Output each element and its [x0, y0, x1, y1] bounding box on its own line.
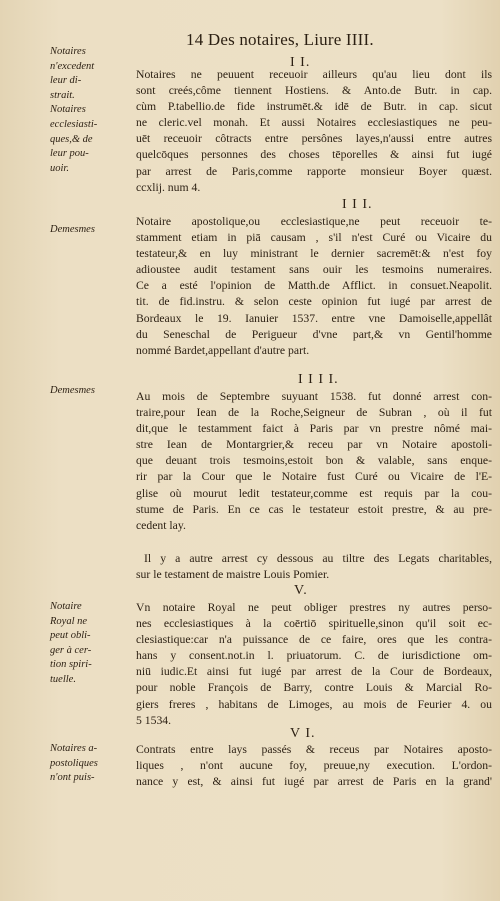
margin-note: Notaire Royal ne peut obli- ger à cer- tion spiri- tuelle.: [50, 601, 92, 685]
text-line: sur le testament de maistre Louis Pomier.: [136, 568, 330, 582]
section-number: V I.: [290, 726, 316, 741]
section-number: I I I I.: [298, 372, 339, 387]
text-line: par arrest de Paris,comme rapporte monsieur Boyer quæst.: [136, 164, 492, 178]
margin-note: Notaires n'excedent leur di- strait. Notaires ecclesiasti- ques,& de leur pou- uoir.: [50, 46, 98, 174]
section-number: I I I.: [342, 197, 373, 212]
text-line: cùm P.tabellio.de fide instrumēt.& idē de Butr. in cap. sicut: [136, 100, 492, 114]
text-line: tit. de fid.instru. & selon ceste opinion fut iugé par arrest de: [136, 295, 492, 309]
text-line: nance y est, & ainsi fut iugé par arrest de Paris en la grand': [136, 775, 492, 789]
text-line: dit,que le testamment faict à Paris par vn prestre nômé mai-: [136, 422, 492, 436]
text-line: Bordeaux le 19. Ianuier 1537. entre vne Damoiselle,appellât: [136, 311, 492, 325]
text-line: Contrats entre lays passés & receus par Notaires aposto-: [136, 743, 492, 756]
text-line: Notaires ne peuuent receuoir ailleurs qu'au lieu dont ils: [136, 68, 492, 81]
text-line: nommé Bardet,appellant d'autre part.: [136, 343, 310, 357]
page-header: [186, 30, 374, 50]
text-line: adioustee audit testament sans ouir les tesmoins numeraires.: [136, 263, 492, 277]
running-title: Des notaires, Liure IIII.: [207, 30, 374, 49]
text-line: rir par la Cour que le Notaire fust Curé ou Vicaire de l'E-: [136, 470, 492, 484]
text-line: hans y consent.not.in l. priuatorum. C. de iurisdictione om-: [136, 649, 492, 663]
text-line: 5 1534.: [136, 713, 172, 727]
text-line: ne cleric.vel monah. Et aussi Notaires ecclesiastiques ne peu-: [136, 116, 492, 130]
text-line: cedent lay.: [136, 518, 186, 532]
text-line: Ce a esté l'opinion de Matth.de Afflict. in consuet.Neapolit.: [136, 279, 492, 293]
text-line: quelcōques personnes des choses tēporelles & ainsi fut iugé: [136, 148, 492, 162]
text-line: liques , n'ont aucune foy, preuue,ny execution. L'ordon-: [136, 759, 492, 773]
text-line: Au mois de Septembre suyuant 1538. fut donné arrest con-: [136, 390, 492, 403]
text-line: uēt receuoir côtracts entre persônes layes,n'aussi entre autres: [136, 132, 492, 146]
text-line: stume de Paris. En ce cas le testateur estoit prestre, & au pre-: [136, 502, 492, 516]
text-line: glise où mourut ledit testateur,comme est requis par la cou-: [136, 486, 492, 500]
paragraph: [136, 551, 492, 583]
text-line: sont creés,côme tiennent Hostiens. & Anto.de Butr. in cap.: [136, 84, 492, 98]
text-line: clesiastique:car n'a puissance de ce faire, ores que les contra-: [136, 633, 492, 647]
paragraph: [136, 600, 492, 729]
section-number: V.: [294, 583, 308, 598]
paragraph: [136, 742, 492, 790]
text-line: stamment etiam in piā causam , s'il n'est Curé ou Vicaire du: [136, 231, 492, 245]
section-number: I I.: [290, 55, 311, 70]
margin-note: Demesmes: [50, 224, 95, 235]
text-line: pour noble François de Barry, contre Louis & Marcial Ro-: [136, 681, 492, 695]
text-line: nes ecclesiastiques à la coērtiō spirituelle,sinon qu'il soit ec-: [136, 617, 492, 631]
text-line: giers freres , habitans de Limoges, au mois de Feurier 4. ou: [136, 697, 492, 711]
paragraph: [136, 214, 492, 359]
text-line: Il y a autre arrest cy dessous au tiltre des Legats charitables,: [144, 552, 492, 565]
text-line: niū iudic.Et ainsi fut iugé par arrest de la Cour de Bordeaux,: [136, 665, 492, 679]
paragraph: [136, 67, 492, 196]
page-number: 14: [186, 30, 204, 49]
text-line: stre Iean de Montargrier,& receu par vn Notaire apostoli-: [136, 438, 492, 452]
text-line: ccxlij. num 4.: [136, 180, 201, 194]
text-line: Notaire apostolique,ou ecclesiastique,ne peut receuoir te-: [136, 215, 492, 228]
text-line: Vn notaire Royal ne peut obliger prestres ny autres perso-: [136, 601, 492, 614]
text-line: traire,pour Iean de la Roche,Seigneur de Subran , où il fut: [136, 406, 492, 420]
text-line: du Seneschal de Perigueur d'vne part,& vn Gentil'homme: [136, 327, 492, 341]
text-line: testateur,& en luy ministrant le dernier sacremēt:& n'est foy: [136, 247, 492, 261]
paragraph: [136, 389, 492, 534]
margin-note: Notaires a- postoliques n'ont puis-: [50, 743, 98, 784]
text-line: que deuant trois tesmoins,estoit bon & valable, sans enque-: [136, 454, 492, 468]
margin-note: Demesmes: [50, 385, 95, 396]
